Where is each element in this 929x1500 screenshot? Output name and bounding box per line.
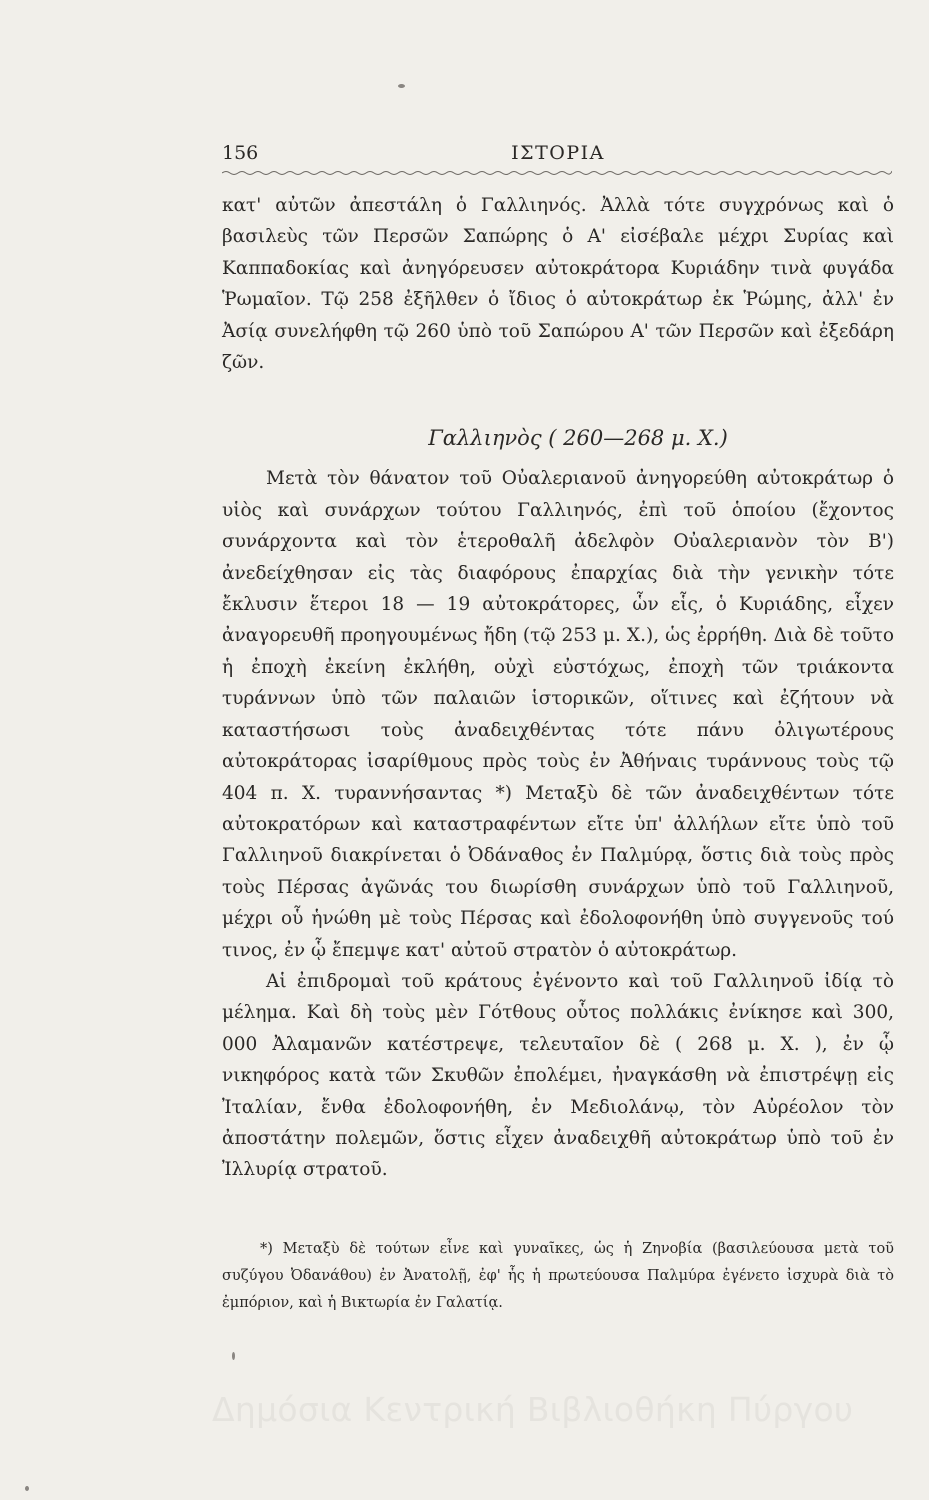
page-body xyxy=(222,190,894,1186)
section-heading: Γαλλιηνὸς ( 260—268 μ. Χ.) xyxy=(428,426,728,451)
library-watermark: Δημόσια Κεντρική Βιβλιοθήκη Πύργου xyxy=(212,1390,854,1429)
footnote: *) Μεταξὺ δὲ τούτων εἶνε καὶ γυναῖκες, ὡς ἡ Ζηνοβία (βασιλεύουσα μετὰ τοῦ συζύγου Ὀδανάθου) ἐν Ἀνατολῇ, ἐφ' ἧς ἡ πρωτεύουσα Παλμύρα ἐγένετο ἰσχυρὰ διὰ τὸ ἐμπόριον, καὶ ἡ Βικτωρία ἐν Γαλατίᾳ. xyxy=(222,1241,894,1311)
paragraph-gallienus: Μετὰ τὸν θάνατον τοῦ Οὐαλεριανοῦ ἀνηγορεύθη αὐτοκράτωρ ὁ υἱὸς καὶ συνάρχων τούτου Γαλλιηνός, ἐπὶ τοῦ ὁποίου (ἔχοντος συνάρχοντα καὶ τὸν ἑτεροθαλῆ ἀδελφὸν Οὐαλεριανὸν τὸν Β') ἀνεδείχθησαν εἰς τὰς διαφόρους ἐπαρχίας διὰ τὴν γενικὴν τότε ἔκλυσιν ἕτεροι 18 — 19 αὐτοκράτορες, ὧν εἷς, ὁ Κυριάδης, εἶχεν ἀναγορευθῆ προηγουμένως ἤδη (τῷ 253 μ. Χ.), ὡς ἐρρήθη. Διὰ δὲ τοῦτο ἡ ἐποχὴ ἐκείνη ἐκλήθη, οὐχὶ εὐστόχως, ἐποχὴ τῶν τριάκοντα τυράννων ὑπὸ τῶν παλαιῶν ἱστορικῶν, οἵτινες καὶ ἐζήτουν νὰ καταστήσωσι τοὺς ἀναδειχθέντας τότε πάνυ ὀλιγωτέρους αὐτοκράτορας ἰσαρίθμους πρὸς τοὺς ἐν Ἀθήναις τυράννους τοὺς τῷ 404 π. Χ. τυραννήσαντας *) Μεταξὺ δὲ τῶν ἀναδειχθέντων τότε αὐτοκρατόρων καὶ καταστραφέντων εἴτε ὑπ' ἀλλήλων εἴτε ὑπὸ τοῦ Γαλλιηνοῦ διακρίνεται ὁ Ὀδάναθος ἐν Παλμύρᾳ, ὅστις διὰ τοὺς πρὸς τοὺς Πέρσας ἀγῶνάς του διωρίσθη συνάρχων ὑπὸ τοῦ Γαλλιηνοῦ, μέχρι οὗ ἡνώθη μὲ τοὺς Πέρσας καὶ ἐδολοφονήθη ὑπὸ συγγενοῦς τού τινος, ἐν ᾧ ἔπεμψε κατ' αὐτοῦ στρατὸν ὁ αὐτοκράτωρ. xyxy=(222,468,894,961)
paper-speck xyxy=(232,1352,235,1360)
paragraph-intro: κατ' αὐτῶν ἀπεστάλη ὁ Γαλλιηνός. Ἀλλὰ τότε συγχρόνως καὶ ὁ βασιλεὺς τῶν Περσῶν Σαπώρης ὁ Α' εἰσέβαλε μέχρι Συρίας καὶ Καππαδοκίας καὶ ἀνηγόρευσεν αὐτοκράτορα Κυριάδην τινὰ φυγάδα Ῥωμαῖον. Τῷ 258 ἐξῆλθεν ὁ ἴδιος ὁ αὐτοκράτωρ ἐκ Ῥώμης, ἀλλ' ἐν Ἀσίᾳ συνελήφθη τῷ 260 ὑπὸ τοῦ Σαπώρου Α' τῶν Περσῶν καὶ ἐξεδάρη ζῶν. xyxy=(222,195,894,374)
paper-speck xyxy=(398,84,405,88)
header-wavy-rule xyxy=(222,168,892,178)
paragraph-invasions: Αἱ ἐπιδρομαὶ τοῦ κράτους ἐγένοντο καὶ τοῦ Γαλλιηνοῦ ἰδίᾳ τὸ μέλημα. Καὶ δὴ τοὺς μὲν Γότθους οὗτος πολλάκις ἐνίκησε καὶ 300, 000 Ἀλαμανῶν κατέστρεψε, τελευταῖον δὲ ( 268 μ. Χ. ), ἐν ᾧ νικηφόρος κατὰ τῶν Σκυθῶν ἐπολέμει, ἠναγκάσθη νὰ ἐπιστρέψῃ εἰς Ἰταλίαν, ἔνθα ἐδολοφονήθη, ἐν Μεδιολάνῳ, τὸν Αὐρέολον τὸν ἀποστάτην πολεμῶν, ὅστις εἶχεν ἀναδειχθῆ αὐτοκράτωρ ὑπὸ τοῦ ἐν Ἰλλυρίᾳ στρατοῦ. xyxy=(222,970,894,1181)
paper-speck xyxy=(25,1486,29,1491)
page-number: 156 xyxy=(222,142,259,164)
running-title: ΙΣΤΟΡΙΑ xyxy=(511,142,605,164)
